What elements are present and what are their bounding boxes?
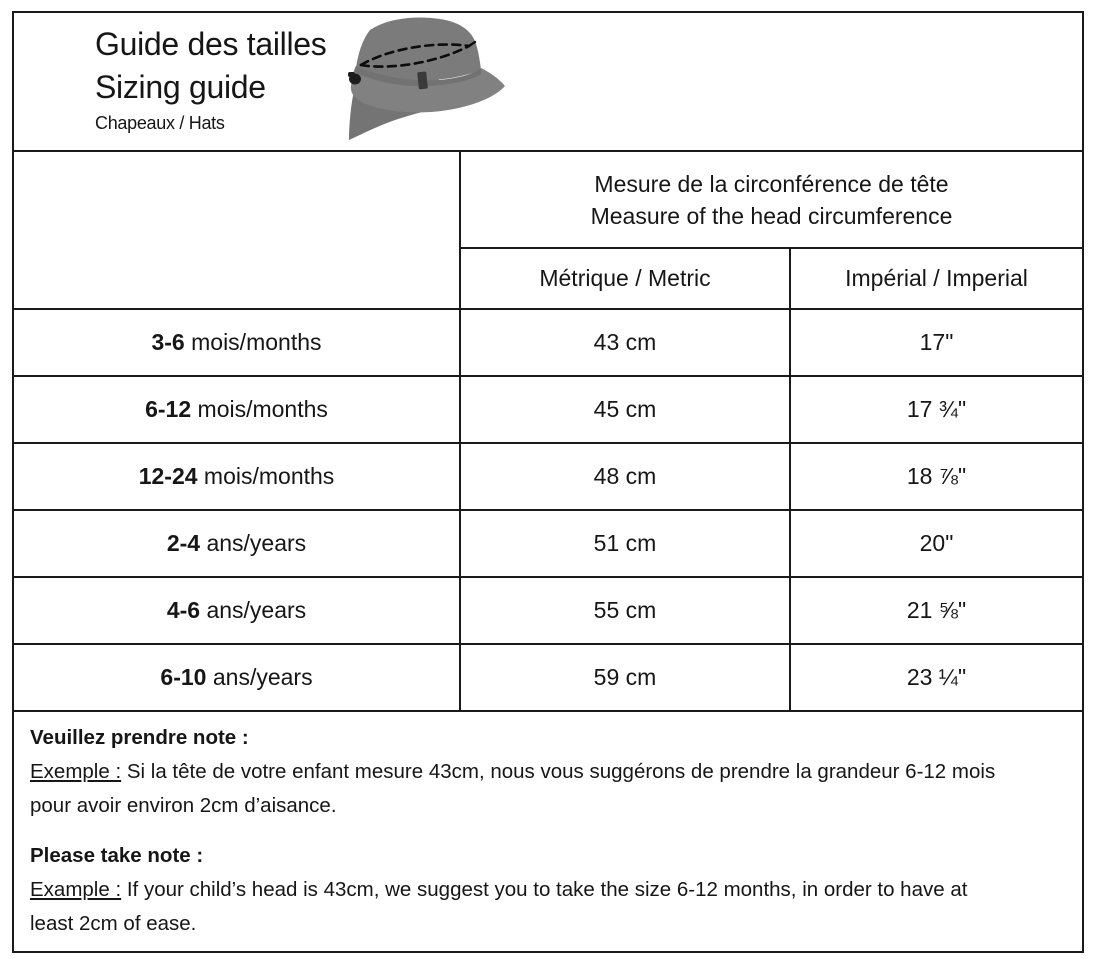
measure-header-row: [14, 152, 1082, 248]
title-en: Sizing guide: [95, 69, 266, 105]
hat-cord-toggle-tip: [348, 72, 355, 77]
size-range: 6-12: [145, 396, 192, 422]
measure-header-cell: [460, 152, 1082, 248]
metric-value-cell: 59 cm: [460, 644, 790, 711]
size-table-row: [14, 309, 1082, 376]
imperial-value-cell: 18 ⅞": [790, 443, 1082, 510]
size-table-body: [14, 309, 1082, 711]
size-table-row: [14, 376, 1082, 443]
size-table-row: [14, 577, 1082, 644]
size-unit-label: ans/years: [200, 597, 307, 623]
subtitle-category: Chapeaux / Hats: [95, 113, 225, 133]
hat-front-label: [417, 72, 428, 90]
note-heading-en: Please take note :: [30, 844, 204, 867]
metric-value-cell: 45 cm: [460, 376, 790, 443]
size-table-row: [14, 510, 1082, 577]
imperial-value-cell: 23 ¼": [790, 644, 1082, 711]
metric-value-cell: 48 cm: [460, 443, 790, 510]
metric-column-header: Métrique / Metric: [460, 248, 790, 309]
imperial-value-cell: 20": [790, 510, 1082, 577]
size-unit-label: ans/years: [200, 530, 307, 556]
metric-value-cell: 43 cm: [460, 309, 790, 376]
imperial-value-cell: 17 ¾": [790, 376, 1082, 443]
title-block: [14, 13, 1082, 134]
size-table-row: [14, 644, 1082, 711]
size-unit-label: mois/months: [197, 463, 335, 489]
note-example-body-fr: Si la tête de votre enfant mesure 43cm, nous vous suggérons de prendre la grandeur 6-12 mois pour avoir environ 2cm d’aisance.: [30, 760, 996, 817]
size-label-cell: [14, 376, 460, 443]
measure-header-en: Measure of the head circumference: [590, 202, 953, 229]
size-range: 3-6: [151, 329, 185, 355]
metric-value-cell: 51 cm: [460, 510, 790, 577]
measure-header-fr: Mesure de la circonférence de tête: [594, 170, 949, 197]
notes-section: [14, 712, 1082, 941]
imperial-value-cell: 21 ⅝": [790, 577, 1082, 644]
note-text-en: [30, 873, 1015, 941]
sizing-guide-document: [12, 11, 1084, 953]
size-range: 12-24: [138, 463, 198, 489]
size-range: 6-10: [160, 664, 207, 690]
size-range: 2-4: [166, 530, 201, 556]
empty-corner-cell: [14, 152, 460, 309]
document-header: [14, 13, 1082, 152]
note-text-fr: [30, 755, 1015, 823]
size-unit-label: mois/months: [184, 329, 322, 355]
size-label-cell: [14, 577, 460, 644]
size-label-cell: [14, 443, 460, 510]
size-label-cell: [14, 644, 460, 711]
bucket-hat-image: [348, 16, 508, 142]
imperial-value-cell: 17": [790, 309, 1082, 376]
note-example-label-fr: Exemple :: [30, 760, 122, 783]
note-example-label-en: Example :: [30, 878, 122, 901]
size-label-cell: [14, 510, 460, 577]
size-table-row: [14, 443, 1082, 510]
size-range: 4-6: [166, 597, 201, 623]
size-table: [14, 152, 1082, 712]
imperial-column-header: Impérial / Imperial: [790, 248, 1082, 309]
note-example-body-en: If your child’s head is 43cm, we suggest you to take the size 6-12 months, in order to have at least 2cm of ease.: [30, 878, 968, 935]
metric-value-cell: 55 cm: [460, 577, 790, 644]
title-fr: Guide des tailles: [95, 26, 327, 62]
size-unit-label: mois/months: [191, 396, 328, 422]
note-heading-fr: Veuillez prendre note :: [30, 726, 249, 749]
size-unit-label: ans/years: [206, 664, 313, 690]
size-label-cell: [14, 309, 460, 376]
